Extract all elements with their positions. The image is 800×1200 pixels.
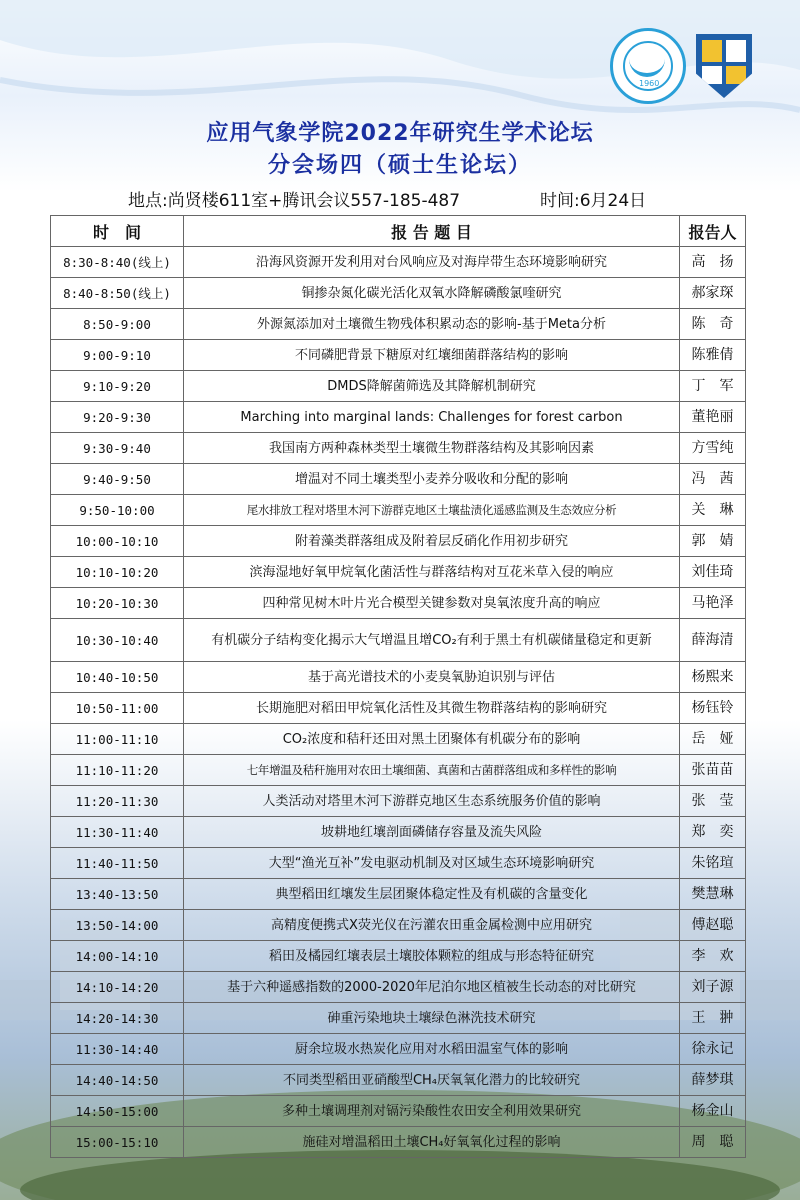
row-topic: 长期施肥对稻田甲烷氧化活性及其微生物群落结构的影响研究: [184, 693, 680, 724]
table-row: [51, 1034, 746, 1065]
header-speaker: 报告人: [680, 216, 746, 247]
row-topic: 七年增温及秸秆施用对农田土壤细菌、真菌和古菌群落组成和多样性的影响: [184, 755, 680, 786]
row-time: 11:20-11:30: [51, 786, 184, 817]
row-speaker: 张苗苗: [680, 755, 746, 786]
row-topic: CO₂浓度和秸秆还田对黑土团聚体有机碳分布的影响: [184, 724, 680, 755]
row-speaker: 杨熙来: [680, 662, 746, 693]
row-topic: 厨余垃圾水热炭化应用对水稻田温室气体的影响: [184, 1034, 680, 1065]
row-speaker: 李 欢: [680, 941, 746, 972]
table-row: [51, 247, 746, 278]
row-topic: 砷重污染地块土壤绿色淋洗技术研究: [184, 1003, 680, 1034]
row-speaker: 薛海清: [680, 619, 746, 662]
row-time: 15:00-15:10: [51, 1127, 184, 1158]
row-time: 8:40-8:50(线上): [51, 278, 184, 309]
schedule-table: [50, 215, 746, 1158]
table-row: [51, 309, 746, 340]
header-time: 时 间: [51, 216, 184, 247]
table-row: [51, 910, 746, 941]
row-speaker: 董艳丽: [680, 402, 746, 433]
date-info: 时间:6月24日: [540, 191, 647, 211]
table-row: [51, 557, 746, 588]
row-speaker: 杨金山: [680, 1096, 746, 1127]
table-row: [51, 817, 746, 848]
row-topic: 稻田及橘园红壤表层土壤胶体颗粒的组成与形态特征研究: [184, 941, 680, 972]
header-topic: 报 告 题 目: [184, 216, 680, 247]
table-row: [51, 941, 746, 972]
table-row: [51, 755, 746, 786]
row-speaker: 杨钰铃: [680, 693, 746, 724]
table-row: [51, 588, 746, 619]
table-row: [51, 433, 746, 464]
row-topic: 多种土壤调理剂对镉污染酸性农田安全利用效果研究: [184, 1096, 680, 1127]
table-row: [51, 278, 746, 309]
table-row: [51, 371, 746, 402]
row-speaker: 陈雅倩: [680, 340, 746, 371]
row-time: 9:20-9:30: [51, 402, 184, 433]
venue-info: 地点:尚贤楼611室+腾讯会议557-185-487: [128, 191, 461, 211]
row-time: 10:00-10:10: [51, 526, 184, 557]
row-time: 9:30-9:40: [51, 433, 184, 464]
row-topic: 滨海湿地好氧甲烷氧化菌活性与群落结构对互花米草入侵的响应: [184, 557, 680, 588]
row-speaker: 王 翀: [680, 1003, 746, 1034]
row-speaker: 郭 婧: [680, 526, 746, 557]
row-time: 11:40-11:50: [51, 848, 184, 879]
row-time: 9:10-9:20: [51, 371, 184, 402]
row-time: 11:30-11:40: [51, 817, 184, 848]
table-row: [51, 526, 746, 557]
row-topic: 施硅对增温稻田土壤CH₄好氧氧化过程的影响: [184, 1127, 680, 1158]
row-time: 10:20-10:30: [51, 588, 184, 619]
row-time: 10:30-10:40: [51, 619, 184, 662]
table-row: [51, 848, 746, 879]
row-speaker: 徐永记: [680, 1034, 746, 1065]
row-topic: 我国南方两种森林类型土壤微生物群落结构及其影响因素: [184, 433, 680, 464]
row-topic: 不同磷肥背景下糖原对红壤细菌群落结构的影响: [184, 340, 680, 371]
table-row: [51, 1096, 746, 1127]
row-speaker: 方雪纯: [680, 433, 746, 464]
row-time: 10:40-10:50: [51, 662, 184, 693]
row-topic: 外源氮添加对土壤微生物残体积累动态的影响-基于Meta分析: [184, 309, 680, 340]
row-speaker: 刘子源: [680, 972, 746, 1003]
row-speaker: 薛梦琪: [680, 1065, 746, 1096]
row-time: 9:00-9:10: [51, 340, 184, 371]
row-speaker: 张 莹: [680, 786, 746, 817]
row-topic: 基于六种遥感指数的2000-2020年尼泊尔地区植被生长动态的对比研究: [184, 972, 680, 1003]
table-row: [51, 693, 746, 724]
table-row: [51, 972, 746, 1003]
row-topic: 沿海风资源开发利用对台风响应及对海岸带生态环境影响研究: [184, 247, 680, 278]
table-header-row: [51, 216, 746, 247]
table-row: [51, 786, 746, 817]
row-time: 14:10-14:20: [51, 972, 184, 1003]
table-row: [51, 879, 746, 910]
row-topic: 坡耕地红壤剖面磷储存容量及流失风险: [184, 817, 680, 848]
row-topic: 高精度便携式X荧光仪在污灌农田重金属检测中应用研究: [184, 910, 680, 941]
table-row: [51, 340, 746, 371]
table-row: [51, 662, 746, 693]
row-topic: 铜掺杂氮化碳光活化双氧水降解磷酸氯喹研究: [184, 278, 680, 309]
row-time: 9:40-9:50: [51, 464, 184, 495]
row-time: 9:50-10:00: [51, 495, 184, 526]
row-speaker: 丁 军: [680, 371, 746, 402]
row-speaker: 朱铭瑄: [680, 848, 746, 879]
row-speaker: 郑 奕: [680, 817, 746, 848]
row-time: 11:30-14:40: [51, 1034, 184, 1065]
row-speaker: 高 扬: [680, 247, 746, 278]
row-topic: 不同类型稻田亚硝酸型CH₄厌氧氧化潜力的比较研究: [184, 1065, 680, 1096]
row-speaker: 刘佳琦: [680, 557, 746, 588]
row-time: 13:40-13:50: [51, 879, 184, 910]
page-subtitle: 分会场四（硕士生论坛）: [267, 153, 532, 178]
row-topic: 附着藻类群落组成及附着层反硝化作用初步研究: [184, 526, 680, 557]
nuist-logo-icon: 1960: [610, 28, 686, 104]
row-topic: 大型“渔光互补”发电驱动机制及对区域生态环境影响研究: [184, 848, 680, 879]
row-topic: 尾水排放工程对塔里木河下游群克地区土壤盐渍化遥感监测及生态效应分析: [184, 495, 680, 526]
table-row: [51, 495, 746, 526]
row-topic: 人类活动对塔里木河下游群克地区生态系统服务价值的影响: [184, 786, 680, 817]
row-time: 10:50-11:00: [51, 693, 184, 724]
table-row: [51, 1065, 746, 1096]
row-topic: 四种常见树木叶片光合模型关键参数对臭氧浓度升高的响应: [184, 588, 680, 619]
row-speaker: 陈 奇: [680, 309, 746, 340]
row-topic: Marching into marginal lands: Challenges for forest carbon: [184, 402, 680, 433]
row-time: 10:10-10:20: [51, 557, 184, 588]
table-row: [51, 402, 746, 433]
row-time: 14:40-14:50: [51, 1065, 184, 1096]
row-time: 8:30-8:40(线上): [51, 247, 184, 278]
row-time: 11:10-11:20: [51, 755, 184, 786]
row-time: 8:50-9:00: [51, 309, 184, 340]
row-topic: 基于高光谱技术的小麦臭氧胁迫识别与评估: [184, 662, 680, 693]
row-time: 14:00-14:10: [51, 941, 184, 972]
row-topic: 增温对不同土壤类型小麦养分吸收和分配的影响: [184, 464, 680, 495]
row-topic: 典型稻田红壤发生层团聚体稳定性及有机碳的含量变化: [184, 879, 680, 910]
university-logos: [610, 28, 800, 108]
table-row: [51, 619, 746, 662]
row-topic: 有机碳分子结构变化揭示大气增温且增CO₂有利于黑土有机碳储量稳定和更新: [184, 619, 680, 662]
row-speaker: 傅赵聪: [680, 910, 746, 941]
row-speaker: 冯 茜: [680, 464, 746, 495]
row-time: 13:50-14:00: [51, 910, 184, 941]
school-shield-logo-icon: [696, 34, 752, 98]
row-speaker: 周 聪: [680, 1127, 746, 1158]
row-time: 14:50-15:00: [51, 1096, 184, 1127]
row-time: 14:20-14:30: [51, 1003, 184, 1034]
table-row: [51, 1003, 746, 1034]
row-speaker: 郝家琛: [680, 278, 746, 309]
row-speaker: 樊慧琳: [680, 879, 746, 910]
row-time: 11:00-11:10: [51, 724, 184, 755]
table-row: [51, 464, 746, 495]
table-row: [51, 724, 746, 755]
row-speaker: 关 琳: [680, 495, 746, 526]
page-title: 应用气象学院2022年研究生学术论坛: [206, 121, 594, 146]
row-topic: DMDS降解菌筛选及其降解机制研究: [184, 371, 680, 402]
table-row: [51, 1127, 746, 1158]
row-speaker: 岳 娅: [680, 724, 746, 755]
row-speaker: 马艳泽: [680, 588, 746, 619]
